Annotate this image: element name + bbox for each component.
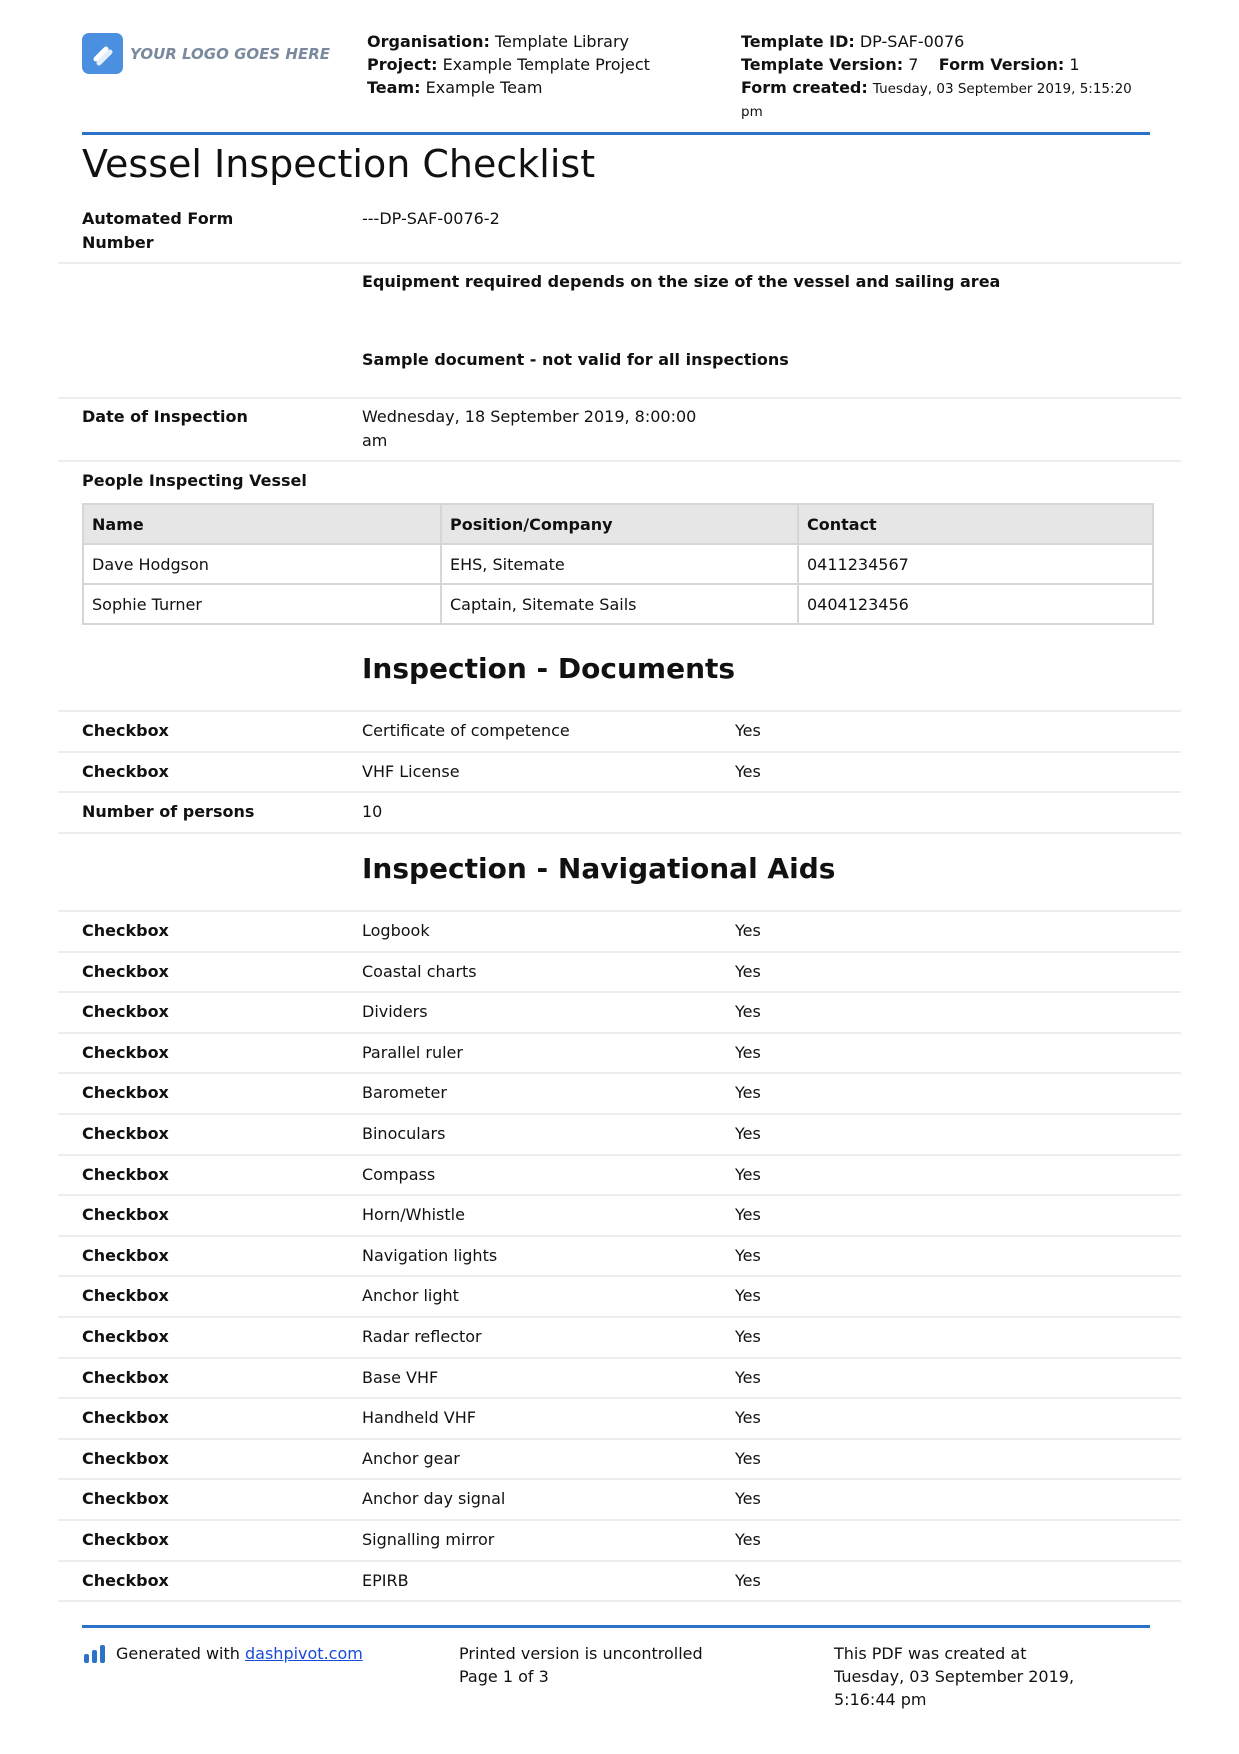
table-cell: Dave Hodgson [83, 544, 441, 584]
checklist-row-item: Coastal charts [362, 961, 477, 981]
dashpivot-link[interactable]: dashpivot.com [245, 1644, 363, 1663]
table-cell: Sophie Turner [83, 584, 441, 624]
date-value-line1: Wednesday, 18 September 2019, 8:00:00 [362, 407, 697, 426]
checklist-row-label: Number of persons [82, 802, 255, 821]
divider [58, 1275, 1181, 1277]
checklist-row-item: EPIRB [362, 1570, 409, 1590]
form-created-label: Form created: [741, 78, 868, 97]
checklist-row-label: Checkbox [82, 961, 169, 981]
team-label: Team: [367, 78, 421, 97]
divider [58, 460, 1181, 462]
bar-chart-icon [84, 1645, 106, 1667]
checklist-row-value: Yes [735, 1205, 761, 1225]
checklist-row-value: Yes [735, 1002, 761, 1022]
column-header: Position/Company [441, 504, 798, 544]
date-of-inspection-value [362, 405, 696, 453]
divider [58, 1519, 1181, 1521]
divider [58, 1235, 1181, 1237]
checklist-row-label: Checkbox [82, 1164, 169, 1184]
divider [58, 1397, 1181, 1399]
checklist-row-label: Checkbox [82, 1367, 169, 1387]
logo-text: YOUR LOGO GOES HERE [130, 45, 331, 63]
form-created-value: Tuesday, 03 September 2019, 5:15:20 [872, 81, 1132, 97]
checklist-row-item: Parallel ruler [362, 1042, 463, 1062]
team-value: Example Team [425, 78, 543, 97]
pdf-created-line1: This PDF was created at [834, 1644, 1027, 1663]
checklist-row-label: Checkbox [82, 921, 169, 940]
checklist-row-value: Yes [735, 1448, 761, 1468]
checklist-row-value: Yes [735, 921, 761, 940]
project-value: Example Template Project [442, 55, 650, 74]
divider [58, 1357, 1181, 1359]
checklist-row-value: Yes [735, 1570, 761, 1590]
note-equipment: Equipment required depends on the size of the vessel and sailing area [362, 272, 1001, 291]
checklist-row-item: Dividers [362, 1002, 428, 1022]
template-id-label: Template ID: [741, 32, 855, 51]
table-cell: Captain, Sitemate Sails [441, 584, 798, 624]
date-of-inspection-label: Date of Inspection [82, 407, 248, 426]
checklist-row-value: Yes [735, 1245, 761, 1265]
checklist-row-item: Compass [362, 1164, 436, 1184]
header-divider [82, 132, 1150, 135]
page-number: Page 1 of 3 [459, 1667, 549, 1686]
checklist-row-item: Signalling mirror [362, 1530, 495, 1549]
checklist-row-label: Checkbox [82, 1530, 169, 1549]
page-title: Vessel Inspection Checklist [82, 142, 596, 186]
project-label: Project: [367, 55, 438, 74]
form-version-label: Form Version: [938, 55, 1065, 74]
template-id-value: DP-SAF-0076 [859, 32, 965, 51]
template-version-value: 7 [908, 55, 919, 74]
checklist-row-item: Anchor gear [362, 1448, 460, 1468]
uncontrolled-note: Printed version is uncontrolled [459, 1644, 703, 1663]
table-cell: EHS, Sitemate [441, 544, 798, 584]
checklist-row-item: Certificate of competence [362, 721, 570, 740]
checklist-row-item: Anchor day signal [362, 1489, 506, 1509]
form-version-value: 1 [1069, 55, 1080, 74]
footer-right [834, 1642, 1074, 1711]
checklist-row-value: Yes [735, 1489, 761, 1509]
divider [58, 1600, 1181, 1602]
divider [58, 910, 1181, 912]
divider [58, 1072, 1181, 1074]
checklist-row-value: Yes [735, 1367, 761, 1387]
checklist-row-label: Checkbox [82, 721, 169, 740]
divider [58, 1194, 1181, 1196]
divider [58, 262, 1181, 264]
checklist-row-label: Checkbox [82, 1124, 169, 1143]
checklist-row-value: Yes [735, 1327, 761, 1346]
logo-icon [82, 33, 123, 74]
divider [58, 791, 1181, 793]
checklist-row-label: Checkbox [82, 1042, 169, 1062]
checklist-row-value: Yes [735, 961, 761, 981]
checklist-row-label: Checkbox [82, 1408, 169, 1428]
table-row [83, 544, 1153, 584]
checklist-row-value: Yes [735, 1083, 761, 1103]
divider [58, 1316, 1181, 1318]
checklist-row-item: Binoculars [362, 1124, 446, 1143]
checklist-row-value: Yes [735, 1286, 761, 1306]
checklist-row-label: Checkbox [82, 1448, 169, 1468]
generated-with [116, 1642, 363, 1665]
header-org-block [367, 30, 650, 99]
checklist-row-value: Yes [735, 761, 761, 781]
divider [58, 1438, 1181, 1440]
footer-divider [82, 1625, 1150, 1628]
divider [58, 1560, 1181, 1562]
people-label: People Inspecting Vessel [82, 471, 307, 490]
divider [58, 710, 1181, 712]
column-header: Name [83, 504, 441, 544]
checklist-row-item: Base VHF [362, 1367, 439, 1387]
checklist-row-item: Radar reflector [362, 1327, 482, 1346]
divider [58, 951, 1181, 953]
pdf-created-line3: 5:16:44 pm [834, 1690, 927, 1709]
column-header: Contact [798, 504, 1153, 544]
checklist-row-value: Yes [735, 1408, 761, 1428]
checklist-row-label: Checkbox [82, 1245, 169, 1265]
form-number-label-line2: Number [82, 233, 154, 252]
divider [58, 1154, 1181, 1156]
checklist-row-label: Checkbox [82, 761, 169, 781]
form-number-label [82, 207, 233, 255]
checklist-row-value: Yes [735, 721, 761, 740]
generated-prefix: Generated with [116, 1644, 245, 1663]
note-sample: Sample document - not valid for all inspections [362, 350, 789, 369]
checklist-row-label: Checkbox [82, 1002, 169, 1022]
checklist-row-item: Navigation lights [362, 1245, 498, 1265]
table-header-row [83, 504, 1153, 544]
checklist-row-item: Barometer [362, 1083, 447, 1103]
checklist-row-item: Horn/Whistle [362, 1205, 465, 1225]
checklist-row-value: Yes [735, 1124, 761, 1143]
divider [58, 991, 1181, 993]
section-heading-nav-aids: Inspection - Navigational Aids [362, 852, 836, 885]
checklist-row-value: Yes [735, 1164, 761, 1184]
checklist-row-label: Checkbox [82, 1205, 169, 1225]
form-number-label-line1: Automated Form [82, 209, 234, 228]
divider [58, 832, 1181, 834]
checklist-row-label: Checkbox [82, 1286, 169, 1306]
checklist-row-label: Checkbox [82, 1489, 169, 1509]
form-number-value: ---DP-SAF-0076-2 [362, 209, 500, 228]
date-value-line2: am [362, 431, 388, 450]
template-version-label: Template Version: [741, 55, 904, 74]
footer-center [459, 1642, 703, 1688]
checklist-row-label: Checkbox [82, 1570, 169, 1590]
divider [58, 1032, 1181, 1034]
checklist-row-label: Checkbox [82, 1083, 169, 1103]
pdf-created-line2: Tuesday, 03 September 2019, [834, 1667, 1075, 1686]
divider [58, 1478, 1181, 1480]
checklist-row-label: Checkbox [82, 1327, 169, 1346]
checklist-row-item: 10 [362, 802, 383, 821]
checklist-row-value: Yes [735, 1530, 761, 1549]
checklist-row-item: VHF License [362, 761, 460, 781]
checklist-row-item: Anchor light [362, 1286, 459, 1306]
organisation-value: Template Library [494, 32, 629, 51]
table-cell: 0411234567 [798, 544, 1153, 584]
table-cell: 0404123456 [798, 584, 1153, 624]
checklist-row-item: Handheld VHF [362, 1408, 476, 1428]
form-created-value-cont: pm [741, 104, 763, 120]
checklist-row-value: Yes [735, 1042, 761, 1062]
section-heading-documents: Inspection - Documents [362, 652, 736, 685]
divider [58, 751, 1181, 753]
divider [58, 397, 1181, 399]
checklist-row-item: Logbook [362, 921, 430, 940]
table-row [83, 584, 1153, 624]
organisation-label: Organisation: [367, 32, 490, 51]
header-template-block [741, 30, 1132, 124]
people-table [82, 503, 1154, 625]
divider [58, 1113, 1181, 1115]
